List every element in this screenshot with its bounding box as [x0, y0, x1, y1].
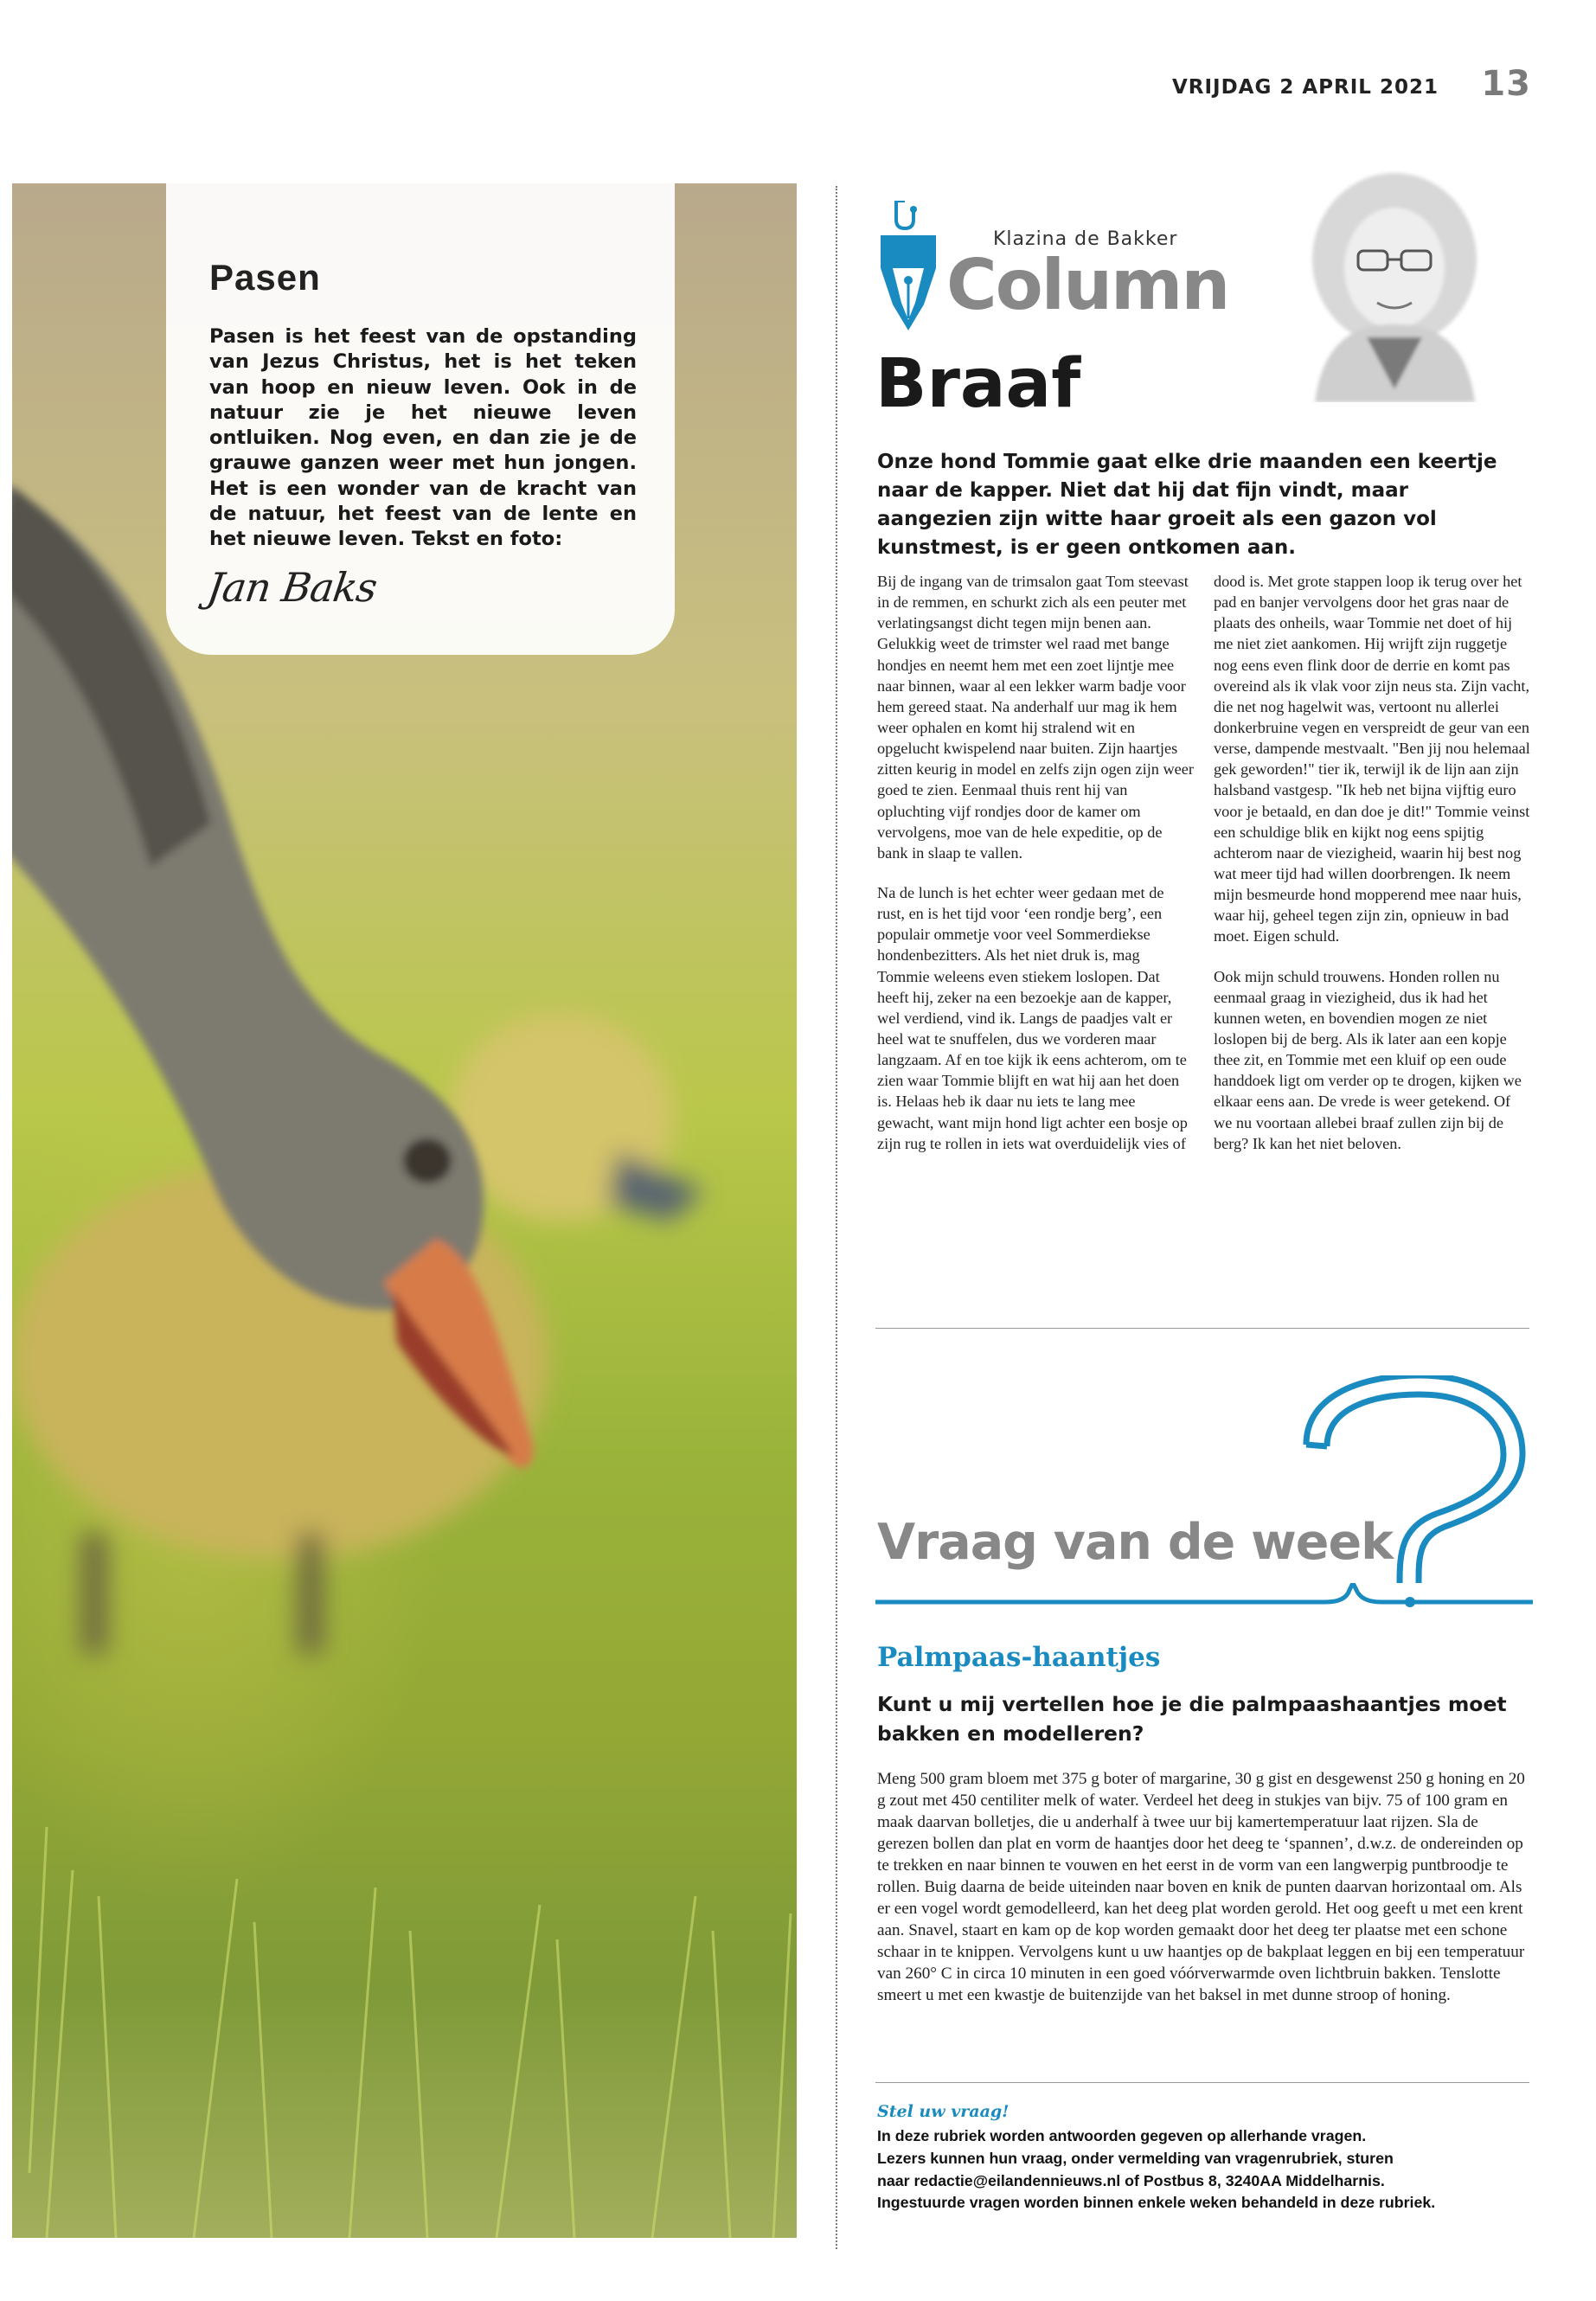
answer-divider: [875, 2082, 1529, 2083]
question-section-title: Vraag van de week: [877, 1514, 1394, 1571]
pasen-textbox: [166, 183, 675, 655]
question-subtitle: Palmpaas-haantjes: [877, 1642, 1161, 1673]
ask-line: Lezers kunnen hun vraag, onder vermelding van vragenrubriek, sturen: [877, 2149, 1394, 2167]
pasen-text: Pasen is het feest van de opstanding van Jezus Christus, het is het teken van hoop en nieuw leven. Ook in de natuur zie je het nieuwe leven ontluiken. Nog even, en dan zie je de grauwe ganzen weer met hun jongen. Het is een wonder van de kracht van de natuur, het feest van de lente en het nieuwe leven. Tekst en foto:: [209, 325, 637, 550]
question-mark-icon: [1289, 1375, 1540, 1618]
ask-line: naar redactie@eilandennieuws.nl of Postbus 8, 3240AA Middelharnis.: [877, 2171, 1385, 2189]
answer-text: Meng 500 gram bloem met 375 g boter of margarine, 30 g gist en desgewenst 250 g honing en 20 g zout met 450 centiliter melk of water. Verdeel het deeg in stukjes van bijv. 75 of 100 gram en maak daarvan bolletjes, die u anderhalf à twee uur bij kamertemperatuur laat rijzen. Sla de gerezen bollen dan plat en vorm de haantjes door het deeg te ‘spannen’, d.w.z. de ondereinden op te trekken en naar binnen te vouwen en het eerst in de vorm van een langwerpig puntbroodje te rollen. Buig daarna de beide uiteinden naar boven en knik de punten daarvan horizontaal om. Als er een vogel wordt gemodelleerd, kan het deeg plat worden gerold. Het oog geeft u met een krent aan. Snavel, staart en kam op de kop worden gemaakt door het deeg ter plaatse met een schone schaar in te knippen. Vervolgens kunt u uw haantjes op de bakplaat leggen en bij een temperatuur van 260° C in circa 10 minuten in een goed vóórverwarmde oven lichtbruin bakken. Tenslotte smeert u met een kwastje de buitenzijde van het baksel in met dunne stroop of honing.: [877, 1770, 1525, 2004]
issue-date: VRIJDAG 2 APRIL 2021: [1171, 76, 1439, 99]
question-text: Kunt u mij vertellen hoe je die palmpaashaantjes moet bakken en modelleren?: [877, 1692, 1507, 1747]
column-headline: Braaf: [875, 345, 1081, 423]
page-number: 13: [1481, 64, 1531, 104]
pasen-title: Pasen: [209, 257, 321, 298]
column-divider: [836, 186, 837, 2249]
fountain-pen-icon: [874, 201, 943, 330]
column-paragraph-3: Ook mijn schuld trouwens. Honden rollen nu eenmaal graag in viezigheid, dus ik had het kunnen weten, en bovendien mogen ze niet loslopen bij de berg. Als ik later aan een kopje thee zit, en Tommie met een kluif op een oude handdoek ligt om verder op te drogen, kijken we elkaar eens aan. De vrede is weer getekend. Of we nu voortaan allebei braaf zullen zijn bij de berg? Ik kan het niet beloven.: [1214, 967, 1522, 1152]
column-author: Klazina de Bakker: [993, 228, 1178, 250]
ask-title: Stel uw vraag!: [877, 2102, 1010, 2121]
ask-line: In deze rubriek worden antwoorden gegeven op allerhande vragen.: [877, 2127, 1367, 2144]
author-portrait: [1298, 164, 1492, 402]
ask-line: Ingestuurde vragen worden binnen enkele weken behandeld in deze rubriek.: [877, 2194, 1436, 2212]
section-divider: [875, 1328, 1529, 1329]
question-underline: [875, 1583, 1533, 1607]
goose-photo: [12, 183, 797, 2238]
column-lead: Onze hond Tommie gaat elke drie maanden een keertje naar de kapper. Niet dat hij dat fijn vindt, maar aangezien zijn witte haar groeit als een gazon vol kunstmest, is er geen ontkomen aan.: [877, 451, 1497, 559]
author-signature: Jan Baks: [204, 564, 380, 611]
column-label: Column: [946, 245, 1229, 325]
column-body: [877, 571, 1531, 1163]
ask-instructions: [877, 2125, 1561, 2214]
column-paragraph-1: Bij de ingang van de trimsalon gaat Tom steevast in de remmen, en schurkt zich als een peuter met verlatingsangst dicht tegen mijn benen aan. Gelukkig weet de trimster wel raad met bange hondjes en neemt hem met een zoet lijntje mee naar binnen, waar al een lekker warm badje voor hem gereed staat. Na anderhalf uur mag ik hem weer ophalen en komt hij stralend wit en opgelucht kwispelend naar buiten. Zijn haartjes zitten keurig in model en zelfs zijn ogen zijn weer goed te zien. Eenmaal thuis rent hij van opluchting vijf rondjes door de kamer om vervolgens, moe van de hele expeditie, op de bank in slaap te vallen.: [877, 573, 1194, 862]
column-paragraph-2: Na de lunch is het echter weer gedaan met de rust, en is het tijd voor ‘een rondje berg’, een populair ommetje voor veel Sommerdiekse hondenbezitters. Als het niet druk is, mag Tommie weleens even stiekem loslopen. Dat heeft hij, zeker na een bezoekje aan de kapper, wel verdiend, vind ik. Langs de paadjes valt er heel wat te snuffelen, dus we vorderen maar langzaam. Af en toe kijk ik eens achterom, om te zien waar Tommie blijft en wat hij aan het doen is. Helaas heb ik daar nu iets te lang mee gewacht, want mijn hond ligt achter een bosje op zijn rug te rollen in iets wat overduidelijk vies of dood is. Met grote stappen loop ik terug over het pad en banjer vervolgens door het gras naar de plaats des onheils, waar Tommie net doet of hij me niet ziet aankomen. Hij wrijft zijn ruggetje nog eens even flink door de derrie en komt pas overeind als ik vlak voor zijn neus sta. Zijn vacht, die net nog hagelwit was, vertoont nu allerlei donkerbruine vegen en verspreidt de geur van een verse, dampende mestvaalt. "Ben jij nou helemaal gek geworden!" tier ik, terwijl ik de lijn aan zijn halsband vastgesp. "Ik heb net bijna vijftig euro voor je betaald, en dan doe je dit!" Tommie veinst een schuldige blik en kijkt nog eens spijtig achterom naar de viezigheid, waarin hij best nog wat meer tijd had willen doorbrengen. Ik neem mijn besmeurde hond mopperend mee naar huis, waar hij, geheel tegen zijn zin, opnieuw in bad moet. Eigen schuld.: [877, 573, 1530, 1152]
